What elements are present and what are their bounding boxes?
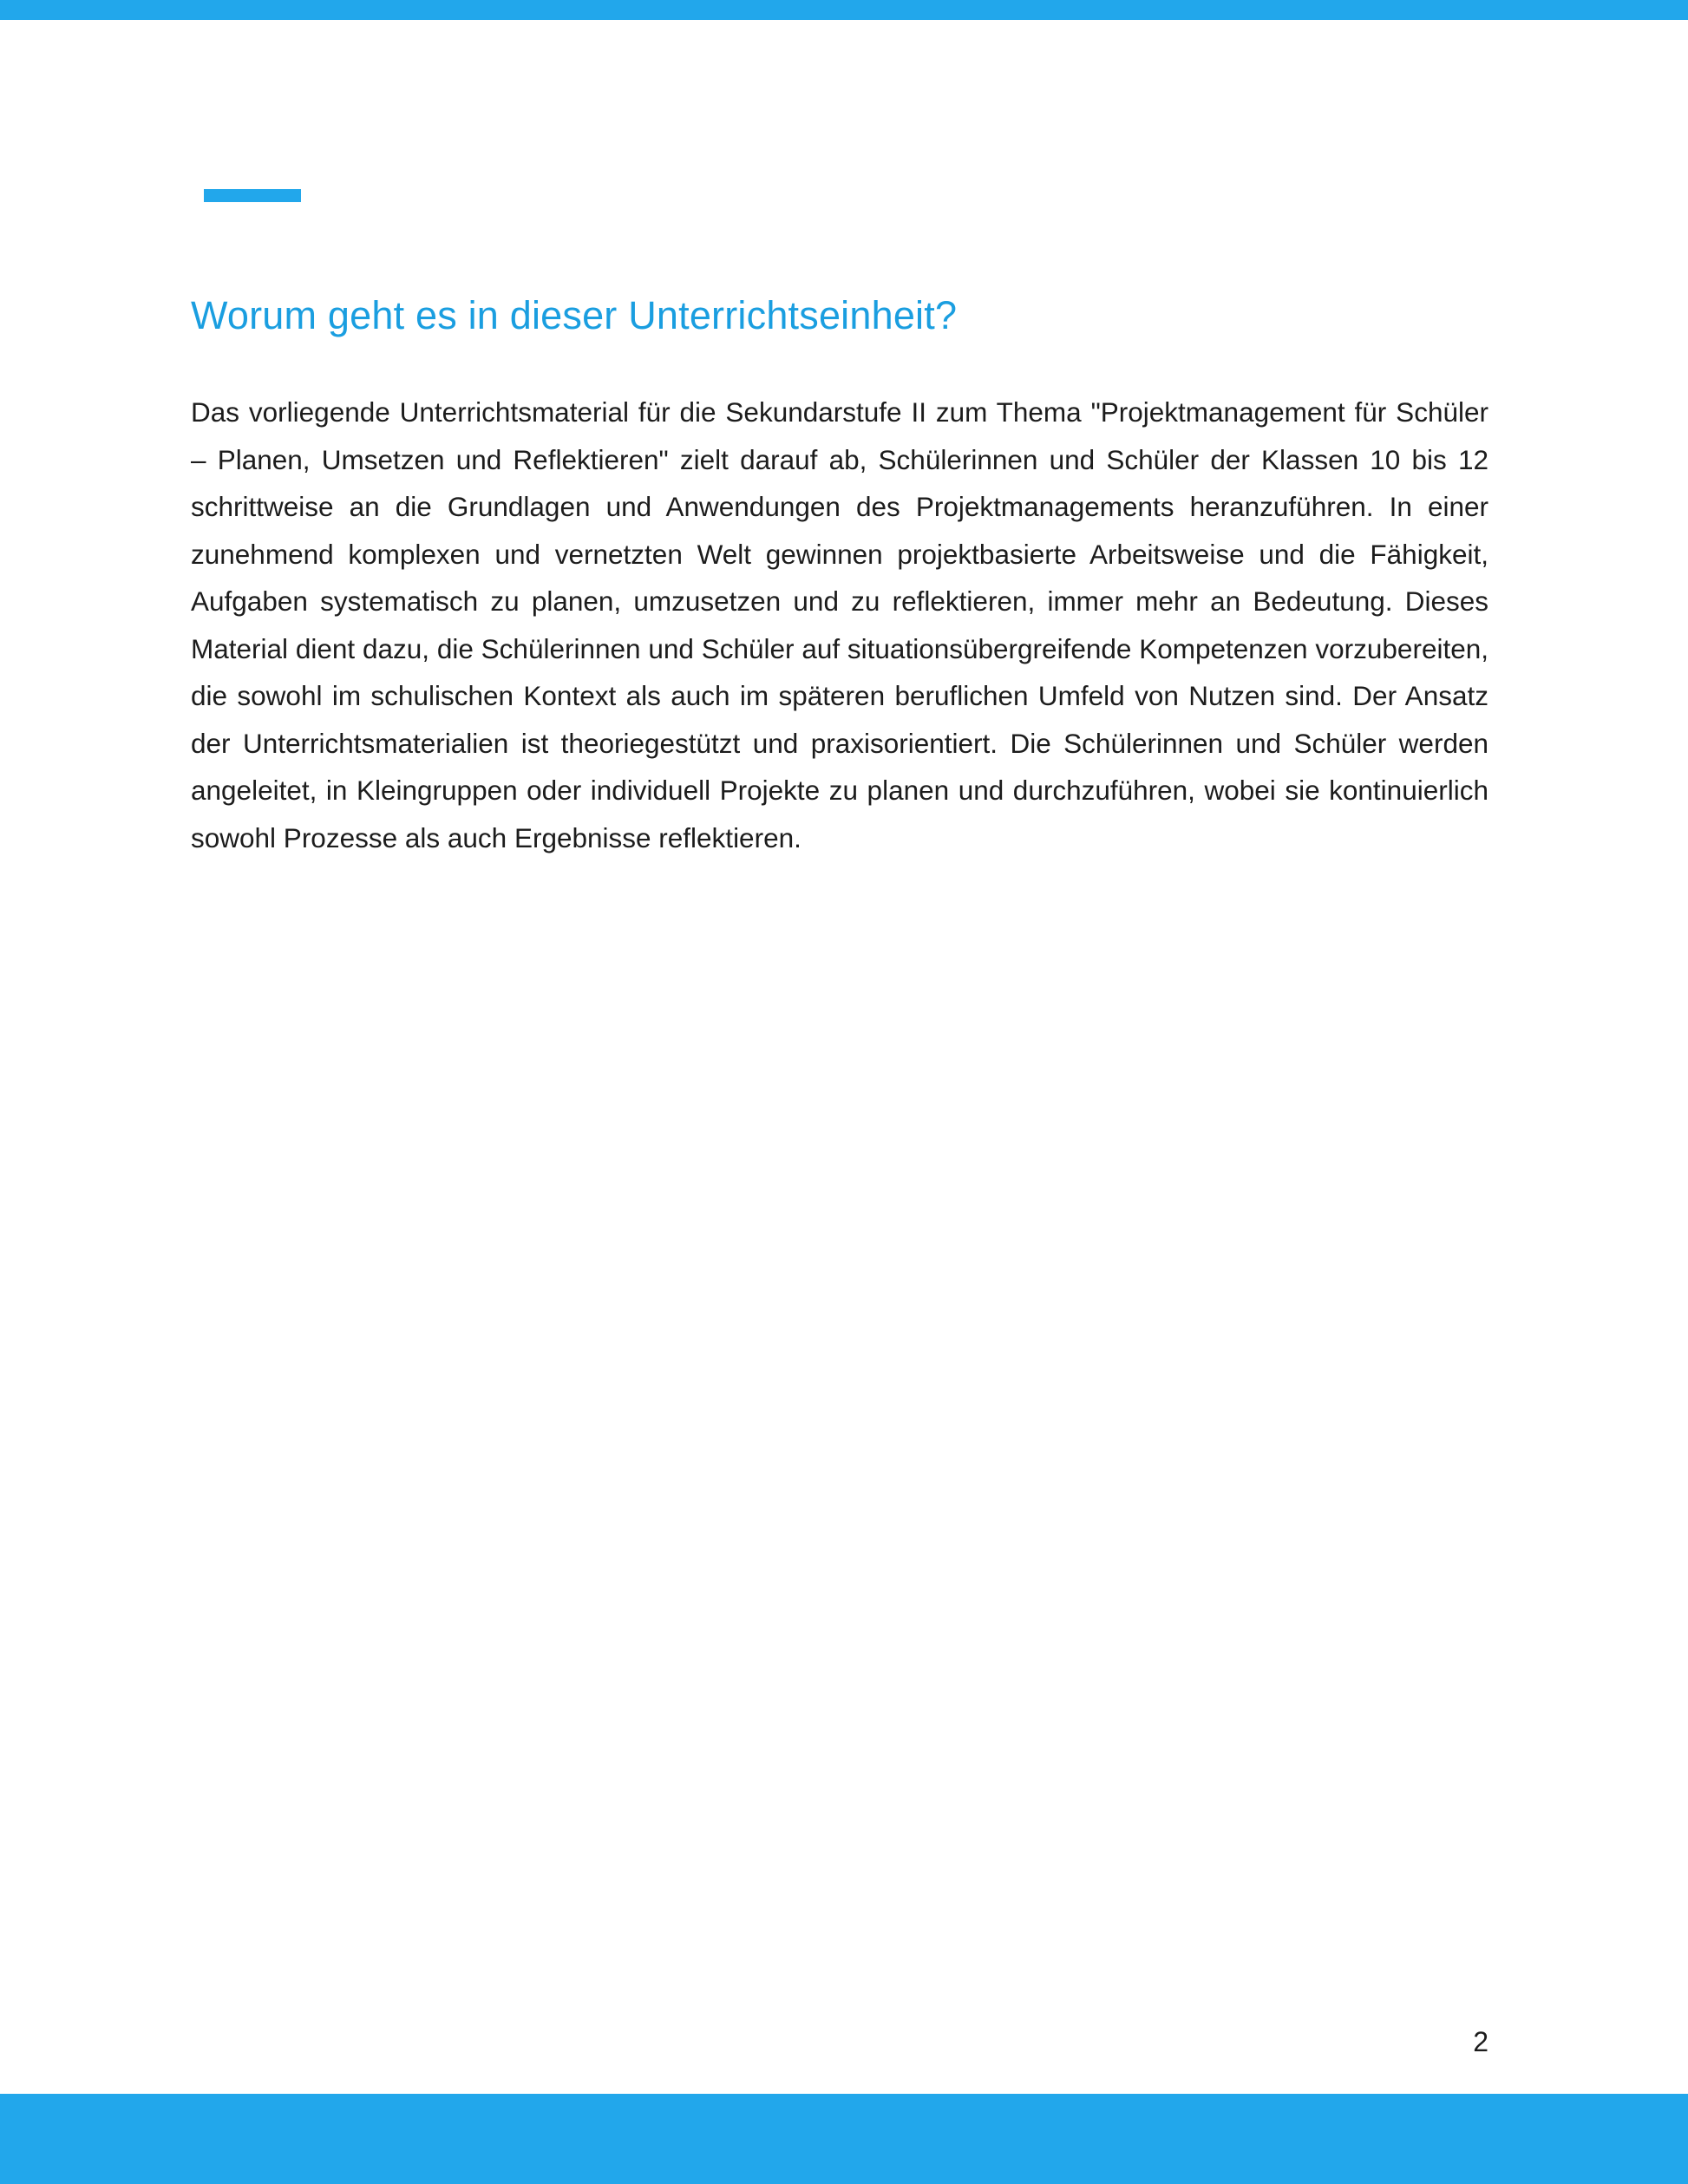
heading-accent-dash xyxy=(204,189,301,202)
page-title: Worum geht es in dieser Unterrichtseinheit? xyxy=(191,293,958,337)
top-accent-band xyxy=(0,0,1688,20)
section-paragraph: Das vorliegende Unterrichtsmaterial für die Sekundarstufe II zum Thema "Projektmanagement für Schüler – Planen, Umsetzen und Reflektieren" zielt darauf ab, Schülerinnen und Schüler der Klassen 10 bis 12 schrittweise an die Grundlagen und Anwendungen des Projektmanagements heranzuführen. In einer zunehmend komplexen und vernetzten Welt gewinnen projektbasierte Arbeitsweise und die Fähigkeit, Aufgaben systematisch zu planen, umzusetzen und zu reflektieren, immer mehr an Bedeutung. Dieses Material dient dazu, die Schülerinnen und Schüler auf situationsübergreifende Kompetenzen vorzubereiten, die sowohl im schulischen Kontext als auch im späteren beruflichen Umfeld von Nutzen sind. Der Ansatz der Unterrichtsmaterialien ist theoriegestützt und praxisorientiert. Die Schülerinnen und Schüler werden angeleitet, in Kleingruppen oder individuell Projekte zu planen und durchzuführen, wobei sie kontinuierlich sowohl Prozesse als auch Ergebnisse reflektieren. xyxy=(191,396,1488,853)
page-number: 2 xyxy=(1473,2026,1488,2057)
bottom-accent-band xyxy=(0,2094,1688,2184)
